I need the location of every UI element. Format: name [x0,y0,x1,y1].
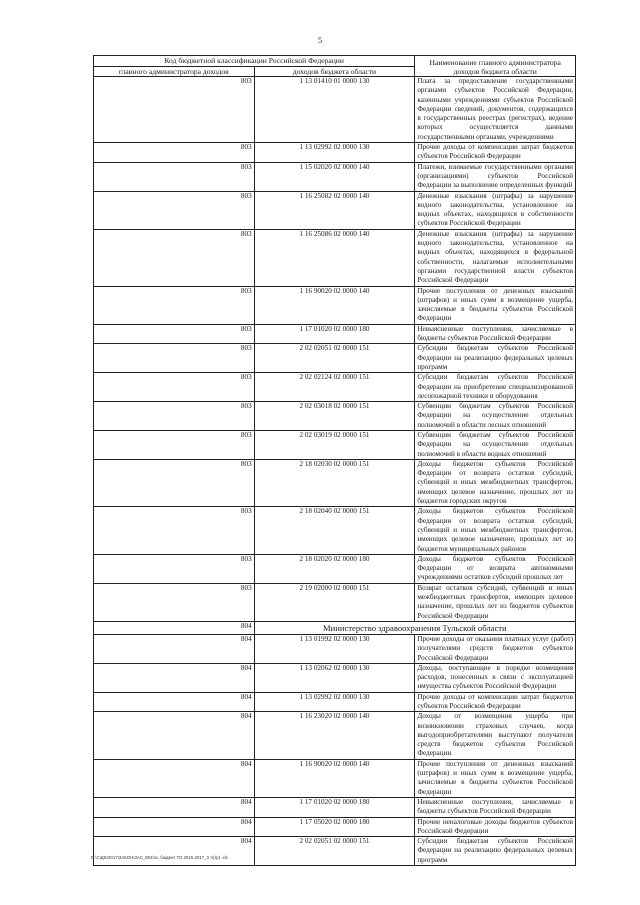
revenue-name-cell: Доходы бюджетов субъектов Российской Федерации от возврата остатков субсидий, субвенций и иных межбюджетных трансфертов, имеющих целевое назначение, прошлых лет из бюджетов муниципальных районов [415,507,576,554]
revenue-name-cell: Денежные взыскания (штрафы) за нарушение водного законодательства, установленное на водных объектах, находящихся в федеральной собственности, налагаемые исполнительными органами государственной власти субъектов Российской Федерации [415,229,576,286]
admin-code-cell: 804 [94,759,255,797]
admin-code-cell: 803 [94,191,255,229]
revenue-name-cell: Прочие поступления от денежных взысканий (штрафов) и иных сумм в возмещение ущерба, зачисляемые в бюджеты субъектов Российской Федерации [415,759,576,797]
revenue-administrators-table [93,55,576,866]
table-row [94,143,576,163]
file-path-footer: D:\С\ДЮ2017\ЗАКОН\ЗАС_804\пз. бюджет ТО 2015-2017_3 т/(гр) .xls [91,855,228,860]
admin-code-cell: 803 [94,373,255,402]
revenue-code-cell: 1 13 02992 02 0000 130 [254,143,415,163]
admin-code-cell: 804 [94,634,255,663]
revenue-code-cell: 1 13 02992 02 0000 130 [254,692,415,712]
revenue-code-cell: 1 13 01992 02 0000 130 [254,634,415,663]
budget-code-header: Код бюджетной классификации Российской Федерации [94,56,415,67]
table-row [94,583,576,621]
admin-code-cell: 803 [94,459,255,506]
revenue-code-cell: 2 18 02030 02 0000 151 [254,459,415,506]
page-number: 5 [318,36,322,45]
revenue-code-cell: 2 02 03018 02 0000 151 [254,402,415,431]
table-row [94,344,576,373]
table-row [94,373,576,402]
revenue-name-cell: Прочие доходы от компенсации затрат бюджетов субъектов Российской Федерации [415,692,576,712]
revenue-code-cell: 1 15 02020 02 0000 140 [254,162,415,191]
revenue-name-cell: Возврат остатков субсидий, субвенций и иных межбюджетных трансфертов, имеющих целевое назначение, прошлых лет из бюджетов субъектов Российской Федерации [415,583,576,621]
revenue-code-cell: 2 02 03019 02 0000 151 [254,430,415,459]
admin-code-cell: 803 [94,286,255,324]
revenue-name-cell: Прочие доходы от оказания платных услуг (работ) получателями средств бюджетов субъектов Российской Федерации [415,634,576,663]
admin-code-cell: 803 [94,77,255,143]
admin-code-cell: 803 [94,430,255,459]
revenue-code-cell: 1 17 01020 02 0000 180 [254,797,415,817]
revenue-name-cell: Невыясненные поступления, зачисляемые в бюджеты субъектов Российской Федерации [415,797,576,817]
revenue-code-cell: 2 02 02051 02 0000 151 [254,837,415,866]
admin-code-cell: 803 [94,554,255,583]
section-admin-code: 804 [94,621,255,634]
admin-code-cell: 803 [94,402,255,431]
revenue-code-cell: 1 16 25086 02 0000 140 [254,229,415,286]
revenue-name-cell: Доходы бюджетов субъектов Российской Федерации от возврата автономными учреждениями остатков субсидий прошлых лет [415,554,576,583]
table-header-row [94,56,576,67]
revenue-code-cell: 2 02 02124 02 0000 151 [254,373,415,402]
revenue-code-cell: 1 16 90020 02 0000 140 [254,286,415,324]
revenue-code-cell: 1 13 02062 02 0000 130 [254,663,415,692]
table-row [94,229,576,286]
table-row [94,162,576,191]
admin-code-cell: 804 [94,692,255,712]
revenue-name-cell: Прочие поступления от денежных взысканий (штрафов) и иных сумм в возмещение ущерба, зачисляемые в бюджеты субъектов Российской Федерации [415,286,576,324]
revenue-name-cell: Доходы от возмещения ущерба при возникновении страховых случаев, когда выгодоприобретателями выступают получатели средств бюджетов субъектов Российской Федерации [415,712,576,759]
table-row [94,634,576,663]
table-row [94,797,576,817]
revenue-code-cell: 2 02 02051 02 0000 151 [254,344,415,373]
revenue-code-cell: 2 18 02040 02 0000 151 [254,507,415,554]
table-row [94,402,576,431]
table-row [94,459,576,506]
revenue-name-cell: Субвенции бюджетам субъектов Российской Федерации на осуществление отдельных полномочий в области водных отношений [415,430,576,459]
revenue-name-cell: Денежные взыскания (штрафы) за нарушение водного законодательства, установленное на водных объектах, находящихся в собственности субъектов Российской Федерации [415,191,576,229]
revenue-name-cell: Субсидии бюджетам субъектов Российской Федерации на реализацию федеральных целевых программ [415,344,576,373]
revenue-name-cell: Субвенции бюджетам субъектов Российской Федерации на осуществление отдельных полномочий в области лесных отношений [415,402,576,431]
table-row [94,712,576,759]
admin-code-cell: 804 [94,817,255,837]
revenue-name-cell: Доходы, поступающие в порядке возмещения расходов, понесенных в связи с эксплуатацией имущества субъектов Российской Федерации [415,663,576,692]
table-row [94,286,576,324]
administrator-name-header: Наименование главного администратора доходов бюджета области [415,56,576,77]
table-row [94,77,576,143]
admin-code-cell: 803 [94,162,255,191]
admin-code-cell: 803 [94,344,255,373]
admin-code-cell: 803 [94,583,255,621]
table-row [94,759,576,797]
revenue-code-header: доходов бюджета области [254,66,415,77]
admin-code-cell: 804 [94,663,255,692]
table-row [94,324,576,344]
section-row [94,621,576,634]
table-row [94,692,576,712]
revenue-name-cell: Платежи, взимаемые государственными органами (организациями) субъектов Российской Федерации за выполнение определенных функций [415,162,576,191]
section-title: Министерство здравоохранения Тульской области [254,621,575,634]
revenue-name-cell: Прочие неналоговые доходы бюджетов субъектов Российской Федерации [415,817,576,837]
admin-code-cell: 803 [94,229,255,286]
revenue-name-cell: Субсидии бюджетам субъектов Российской Федерации на приобретение специализированной лесопожарной техники и оборудования [415,373,576,402]
admin-code-header: главного администратора доходов [94,66,255,77]
admin-code-cell: 803 [94,324,255,344]
revenue-code-cell: 1 16 23020 02 0000 140 [254,712,415,759]
revenue-code-cell: 1 17 05020 02 0000 180 [254,817,415,837]
table-row [94,663,576,692]
admin-code-cell: 804 [94,837,255,866]
revenue-code-cell: 2 19 02000 02 0000 151 [254,583,415,621]
admin-code-cell: 804 [94,712,255,759]
revenue-name-cell: Доходы бюджетов субъектов Российской Федерации от возврата остатков субсидий, субвенций и иных межбюджетных трансфертов, имеющих целевое назначение, прошлых лет из бюджетов городских округов [415,459,576,506]
revenue-code-cell: 1 13 01410 01 0000 130 [254,77,415,143]
revenue-name-cell: Невыясненные поступления, зачисляемые в бюджеты субъектов Российской Федерации [415,324,576,344]
table-row [94,191,576,229]
table-row [94,430,576,459]
admin-code-cell: 804 [94,797,255,817]
revenue-name-cell: Прочие доходы от компенсации затрат бюджетов субъектов Российской Федерации [415,143,576,163]
revenue-name-cell: Плата за предоставление государственными органами субъектов Российской Федерации, казенными учреждениями субъектов Российской Федерации сведений, документов, содержащихся в государственных реестрах (регистрах), ведение которых осуществляется данными государственными органами, учреждениями [415,77,576,143]
admin-code-cell: 803 [94,507,255,554]
revenue-code-cell: 1 17 01020 02 0000 180 [254,324,415,344]
admin-code-cell: 803 [94,143,255,163]
table-row [94,554,576,583]
table-row [94,507,576,554]
revenue-name-cell: Субсидии бюджетам субъектов Российской Федерации на реализацию федеральных целевых программ [415,837,576,866]
table-row [94,817,576,837]
table-row [94,837,576,866]
revenue-code-cell: 2 18 02020 02 0000 180 [254,554,415,583]
revenue-code-cell: 1 16 25082 02 0000 140 [254,191,415,229]
revenue-code-cell: 1 16 90020 02 0000 140 [254,759,415,797]
